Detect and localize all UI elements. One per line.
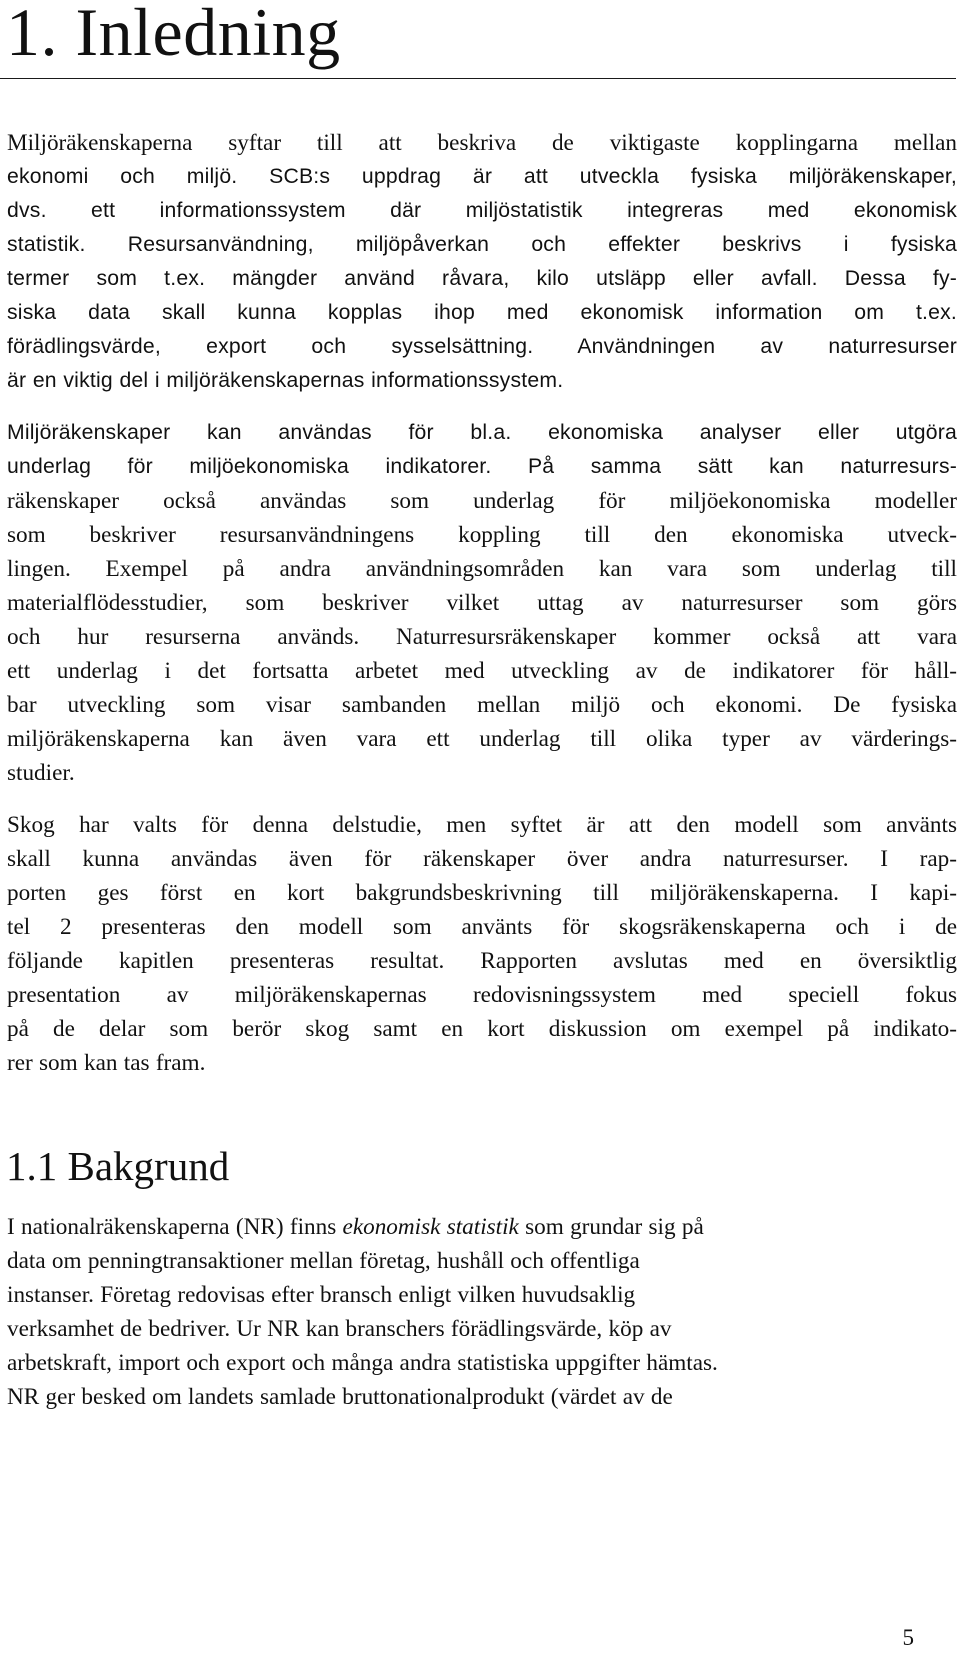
paragraph-line: ett underlag i det fortsatta arbetet med utveckling av de indikatorer för håll- [7,658,957,684]
paragraph-line: förädlingsvärde, export och sysselsättning. Användningen av naturresurser [7,335,957,358]
paragraph-line: och hur resurserna används. Naturresursräkenskaper kommer också att vara [7,624,957,650]
section-heading: 1.1 Bakgrund [6,1143,230,1189]
paragraph-line: rer som kan tas fram. [7,1050,206,1076]
paragraph-line: som beskriver resursanvändningens koppling till den ekonomiska utveck- [7,522,957,548]
paragraph-line: NR ger besked om landets samlade bruttonationalprodukt (värdet av de [7,1384,673,1410]
paragraph-line: instanser. Företag redovisas efter bransch enligt vilken huvudsaklig [7,1282,636,1308]
paragraph-line: underlag för miljöekonomiska indikatorer. På samma sätt kan naturresurs- [7,455,957,478]
paragraph-line: på de delar som berör skog samt en kort diskussion om exempel på indikato- [7,1016,957,1042]
paragraph-scope [7,808,957,1080]
paragraph-background [7,1210,957,1414]
page-number: 5 [902,1625,914,1650]
paragraph-line: presentation av miljöräkenskapernas redovisningssystem med speciell fokus [7,982,957,1008]
paragraph-line: skall kunna användas även för räkenskaper över andra naturresurser. I rap- [7,846,957,872]
paragraph-line: tel 2 presenteras den modell som använts för skogsräkenskaperna och i de [7,914,957,940]
heading-rule [0,78,956,79]
paragraph-line: följande kapitlen presenteras resultat. Rapporten avslutas med en översiktlig [7,948,957,974]
paragraph-line: termer som t.ex. mängder använd råvara, kilo utsläpp eller avfall. Dessa fy- [7,267,957,290]
paragraph-line: statistik. Resursanvändning, miljöpåverkan och effekter beskrivs i fysiska [7,233,957,256]
paragraph-intro [7,126,957,398]
paragraph-uses [7,416,957,790]
paragraph-line: Miljöräkenskaperna syftar till att beskriva de viktigaste kopplingarna mellan [7,130,957,156]
paragraph-line: Skog har valts för denna delstudie, men syftet är att den modell som använts [7,812,957,838]
line-text: I nationalräkenskaperna (NR) finns [7,1214,343,1240]
paragraph-line: data om penningtransaktioner mellan företag, hushåll och offentliga [7,1248,640,1274]
paragraph-line: ekonomi och miljö. SCB:s uppdrag är att utveckla fysiska miljöräkenskaper, [7,165,957,188]
paragraph-line: lingen. Exempel på andra användningsområden kan vara som underlag till [7,556,957,582]
paragraph-line: arbetskraft, import och export och många andra statistiska uppgifter hämtas. [7,1350,718,1376]
paragraph-line: räkenskaper också användas som underlag för miljöekonomiska modeller [7,488,957,514]
paragraph-line: bar utveckling som visar sambanden mellan miljö och ekonomi. De fysiska [7,692,957,718]
paragraph-line: studier. [7,760,75,786]
paragraph-line: dvs. ett informationssystem där miljöstatistik integreras med ekonomisk [7,199,957,222]
paragraph-line: miljöräkenskaperna kan även vara ett underlag till olika typer av värderings- [7,726,957,752]
line-text: som grundar sig på [518,1214,704,1240]
emphasized-term: ekonomisk statistik [342,1214,519,1240]
paragraph-line: porten ges först en kort bakgrundsbeskrivning till miljöräkenskaperna. I kapi- [7,880,957,906]
paragraph-line: Miljöräkenskaper kan användas för bl.a. ekonomiska analyser eller utgöra [7,421,957,444]
paragraph-line: är en viktig del i miljöräkenskapernas informationssystem. [7,369,564,392]
paragraph-line: materialflödesstudier, som beskriver vilket uttag av naturresurser som görs [7,590,957,616]
chapter-heading: 1. Inledning [6,0,341,70]
paragraph-line: siska data skall kunna kopplas ihop med ekonomisk information om t.ex. [7,301,957,324]
paragraph-line: verksamhet de bedriver. Ur NR kan branschers förädlingsvärde, köp av [7,1316,672,1342]
paragraph-line [7,1210,957,1244]
